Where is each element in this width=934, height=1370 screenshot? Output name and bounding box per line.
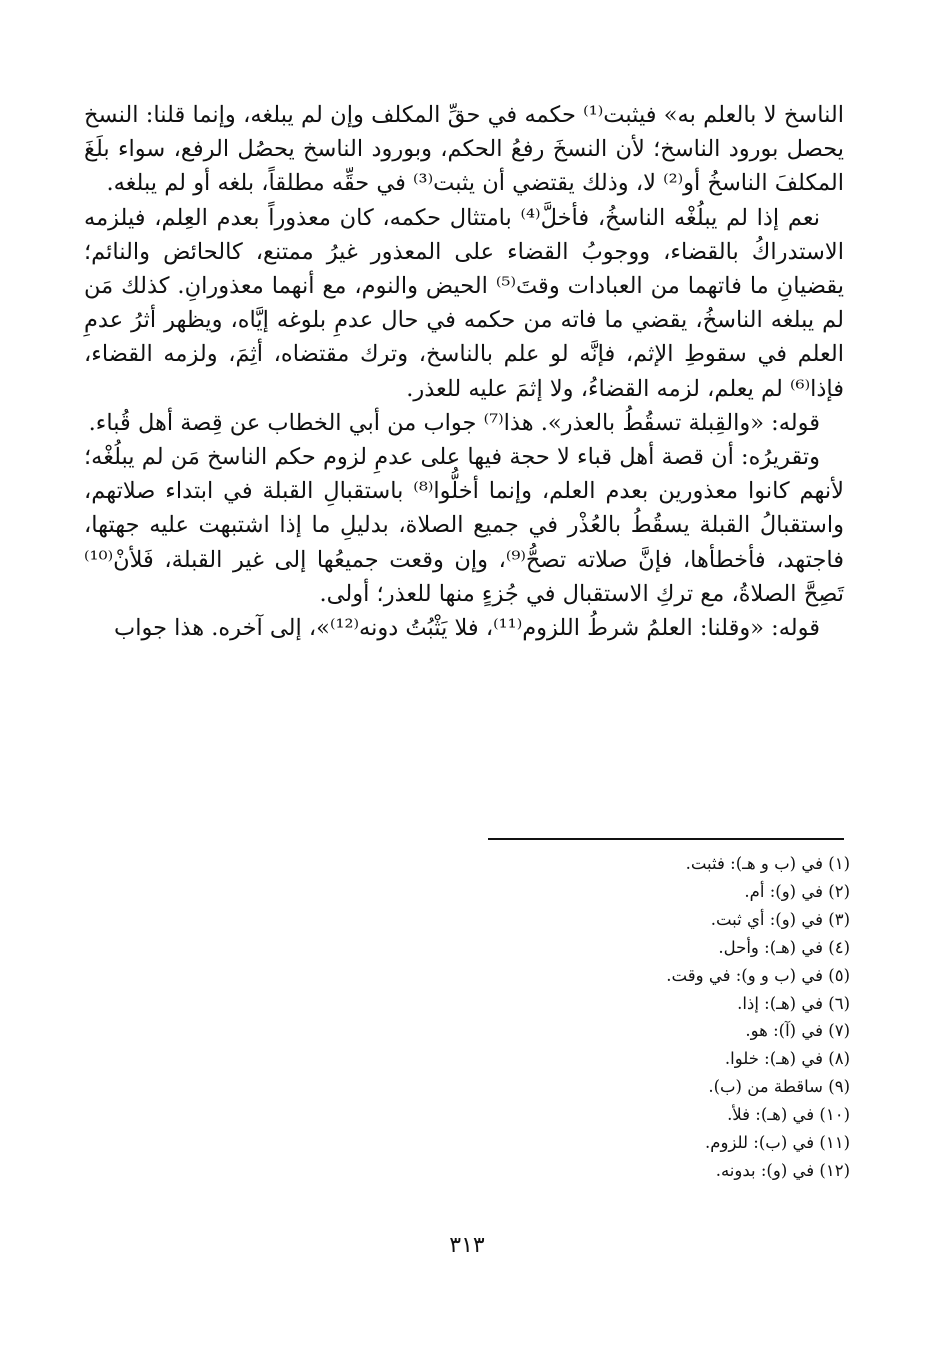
paragraph: وتقريرُه: أن قصة أهل قباء لا حجة فيها على عدمِ لزوم حكم الناسخ مَن لم يبلُغْه؛ لأنهم كانوا معذورين بعدم العلم، وإنما أخلُّوا⁽⁸⁾ باستقبالِ القبلة في ابتداء صلاتهم، واستقبالُ القبلة يسقُطُ بالعُذْر في جميع الصلاة، بدليلِ ما إذا اشتبهت عليه جهتها، فاجتهد، فأخطأها، فإنَّ صلاته تصحُّ⁽⁹⁾، وإن وقعت جميعُها إلى غير القبلة، فَلأنْ⁽¹⁰⁾ تَصِحَّ الصلاةُ، مع تركِ الاستقبال في جُزءٍ منها للعذر؛ أولى. [84, 444, 844, 607]
footnote: (١١) في (ب): للزوم. [705, 1133, 850, 1153]
footnote: (٢) في (و): أم. [744, 881, 850, 901]
footnote: (٥) في (ب و و): في وقت. [666, 965, 850, 985]
footnote: (٣) في (و): أي ثبت. [710, 909, 850, 929]
footnote: (٩) ساقطة من (ب). [708, 1077, 850, 1097]
footnote-divider [488, 838, 844, 840]
paragraph: قوله: «والقِبلة تسقُطُ بالعذر». هذا⁽⁷⁾ جواب من أبي الخطاب عن قِصة أهل قُباء. [88, 409, 820, 436]
footnotes-list [470, 850, 850, 1185]
main-text [84, 98, 844, 645]
page-number: ٣١٣ [449, 1233, 485, 1258]
footnote: (٨) في (هـ): خلوا. [724, 1049, 850, 1069]
paragraph: قوله: «وقلنا: العلمُ شرطُ اللزوم⁽¹¹⁾، فلا يَثْبُتُ دونه⁽¹²⁾»، إلى آخره. هذا جواب [114, 615, 820, 642]
footnote: (١٢) في (و): بدونه. [715, 1160, 850, 1180]
footnote: (١٠) في (هـ): فلأ. [727, 1105, 850, 1125]
footnote: (٦) في (هـ): إذا. [737, 993, 850, 1013]
footnote: (٤) في (هـ): وأحل. [718, 937, 850, 957]
paragraph: نعم إذا لم يبلُغْه الناسخُ، فأخلَّ⁽⁴⁾ بامتثال حكمه، كان معذوراً بعدم العِلم، فيلزمه الاستدراكُ بالقضاء، ووجوبُ القضاء على المعذور غيرُ ممتنع، كالحائض والنائم؛ يقضيانِ ما فاتهما من العبادات وقتَ⁽⁵⁾ الحيض والنوم، مع أنهما معذورانِ. كذلك مَن لم يبلغه الناسخُ، يقضي ما فاته من حكمه في حال عدمِ بلوغه إيَّاه، ويظهر أثرُ عدمِ العلم في سقوطِ الإثم، فإنَّه لو علم بالناسخ، وترك مقتضاه، أثِمَ، ولزمه القضاء، فإذا⁽⁶⁾ لم يعلم، لزمه القضاءُ، ولا إثمَ عليه للعذر. [84, 204, 844, 402]
paragraph: الناسخ لا بالعلم به» فيثبت⁽¹⁾ حكمه في حقِّ المكلف وإن لم يبلغه، وإنما قلنا: النسخ يحصل بورود الناسخ؛ لأن النسخَ رفعُ الحكم، وبورود الناسخ يحصُل الرفع، سواء بلَغَ المكلفَ الناسخُ أو⁽²⁾ لا، وذلك يقتضي أن يثبت⁽³⁾ في حقِّه مطلقاً، بلغه أو لم يبلغه. [84, 102, 844, 197]
footnote: (١) في (ب و هـ): فثبت. [685, 854, 850, 873]
footnote: (٧) في (آ): هو. [745, 1021, 850, 1041]
